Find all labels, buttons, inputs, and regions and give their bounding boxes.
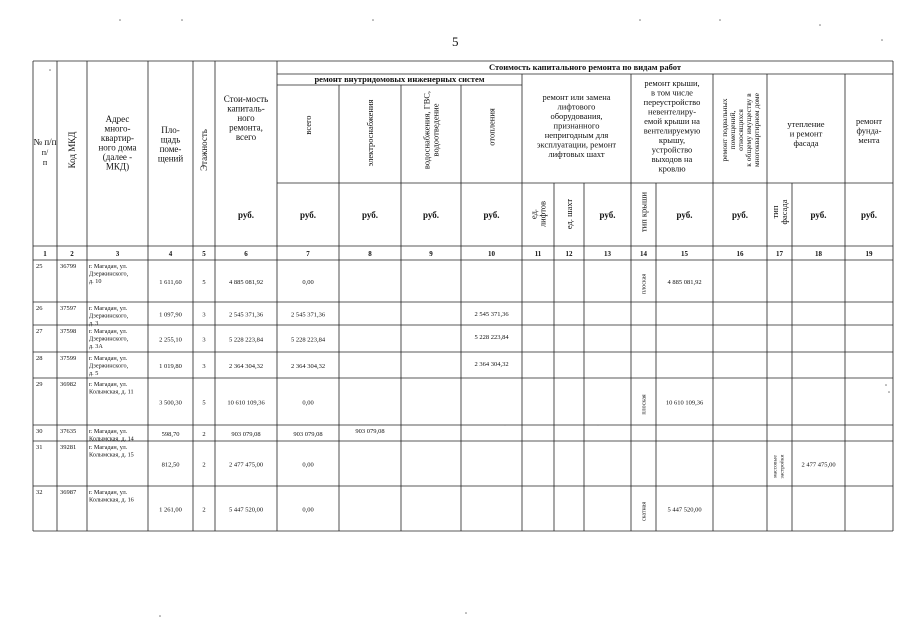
cell-address: г. Магадан, ул.	[89, 263, 128, 270]
header-address: много-	[104, 123, 131, 134]
scan-speck	[372, 19, 374, 21]
cell-facade-type: застройки	[779, 454, 786, 479]
cell-code: 37635	[60, 428, 77, 435]
cell-num: 32	[36, 489, 43, 496]
column-number: 14	[640, 250, 647, 258]
cell-eng-total: 903 079,08	[293, 431, 323, 438]
column-number: 10	[488, 250, 495, 258]
header-lift: оборудования,	[550, 111, 603, 121]
header-facade-type: тип	[770, 205, 780, 219]
cell-code: 36987	[60, 489, 77, 496]
header-unit-rub: руб.	[676, 210, 693, 220]
cell-total: 2 477 475,00	[228, 461, 264, 469]
cell-area: 3 500,30	[159, 399, 182, 407]
cell-address: д. 5	[89, 370, 99, 377]
header-area: щений	[157, 153, 184, 164]
header-unit-rub: руб.	[810, 210, 827, 220]
header-roof-type: тип крыши	[638, 191, 649, 233]
header-unit-rub: руб.	[860, 210, 878, 220]
header-lift: эксплуатации, ремонт	[536, 139, 617, 150]
header-water: водоснабжения, ГВС,	[421, 90, 432, 170]
header-address: МКД)	[105, 161, 130, 172]
header-area: щадь	[160, 134, 181, 145]
header-unit-rub: руб.	[299, 210, 317, 220]
page-number: 5	[452, 34, 459, 49]
header-electric: электроснабжения	[365, 99, 375, 167]
column-number: 9	[429, 250, 433, 258]
scan-speck	[885, 384, 887, 386]
header-total: капиталь-	[227, 103, 265, 114]
scan-speck	[888, 391, 890, 393]
cell-total: 2 364 304,32	[228, 363, 264, 370]
cell-floors: 5	[202, 279, 206, 286]
cell-address: Колымская, д. 11	[89, 388, 134, 396]
header-foundation: ремонт	[856, 116, 882, 126]
header-num: № п/п	[33, 137, 57, 147]
header-floors: Этажность	[199, 129, 209, 171]
header-area: Пло-	[161, 125, 180, 135]
cell-eng-total: 5 228 223,84	[290, 336, 326, 344]
header-lift: ремонт или замена	[542, 92, 611, 102]
header-basement: многоквартирном доме	[752, 93, 761, 167]
header-total: всего	[235, 132, 257, 142]
cell-floors: 2	[202, 431, 206, 438]
column-number: 13	[604, 250, 611, 258]
header-total: ного	[237, 113, 255, 123]
header-basement: к общему имуществу в	[744, 93, 753, 167]
header-roof: емой крыши на	[644, 116, 700, 126]
header-shafts-count: ед. шахт	[564, 198, 574, 230]
cell-total: 2 545 371,36	[228, 311, 264, 319]
header-address: ного дома	[98, 142, 137, 153]
cell-address: Дзержинского,	[89, 335, 129, 343]
cell-num: 27	[36, 328, 43, 335]
cell-address: д. 3А	[89, 343, 103, 350]
cell-total: 4 885 081,92	[228, 279, 264, 286]
cell-facade-type: массовые	[772, 455, 779, 478]
cell-address: Дзержинского,	[89, 362, 129, 370]
header-basement: ремонт подвальных	[720, 98, 729, 162]
header-water: водоотведение	[430, 103, 441, 157]
cell-code: 36982	[60, 381, 77, 388]
cell-code: 37599	[60, 355, 77, 362]
cell-address: Дзержинского,	[89, 312, 129, 320]
column-number: 15	[681, 250, 688, 258]
cell-area: 598,70	[161, 431, 180, 438]
scan-speck	[504, 424, 506, 426]
header-address: квартир-	[100, 133, 135, 143]
column-number: 4	[168, 250, 173, 258]
header-facade: фасада	[793, 138, 819, 148]
scan-speck	[639, 19, 641, 21]
cell-num: 25	[36, 263, 43, 270]
cell-roof-type: скатная	[641, 501, 648, 522]
cell-facade: 2 477 475,00	[801, 461, 836, 469]
header-unit-rub: руб.	[422, 210, 440, 220]
cell-address: Колымская, д. 16	[89, 496, 134, 504]
cell-area: 1 611,60	[159, 279, 182, 286]
header-basement: помещений,	[728, 110, 737, 150]
header-code: Код МКД	[67, 131, 77, 169]
header-lift: лифтовых шахт	[548, 149, 605, 159]
cell-address: Колымская, д. 14	[89, 435, 134, 443]
header-facade: и ремонт	[789, 128, 823, 139]
cell-code: 37598	[60, 328, 77, 335]
column-number: 6	[244, 250, 248, 258]
cell-floors: 3	[202, 363, 206, 370]
cell-floors: 2	[202, 506, 206, 514]
column-number: 16	[736, 250, 744, 258]
header-foundation: мента	[858, 135, 880, 145]
header-total: Стои-мость	[223, 94, 269, 104]
cell-area: 1 097,90	[159, 311, 182, 319]
cell-eng-total: 0,00	[302, 461, 314, 469]
cell-eng-total: 2 545 371,36	[290, 311, 326, 319]
column-number: 8	[368, 250, 372, 258]
header-unit-rub: руб.	[731, 210, 749, 220]
cell-num: 30	[36, 428, 43, 435]
column-number: 11	[534, 250, 542, 258]
cell-floors: 3	[202, 336, 206, 344]
cell-eng-total: 0,00	[302, 399, 314, 407]
scan-speck	[49, 69, 51, 71]
cell-roof-type: плоская	[641, 273, 648, 295]
cell-electric: 903 079,08	[355, 428, 385, 435]
header-unit-rub: руб.	[483, 210, 500, 220]
header-roof: крышу,	[658, 135, 686, 145]
cell-code: 36799	[60, 263, 77, 270]
cell-heating: 2 364 304,32	[474, 361, 509, 368]
header-roof: невентелиру-	[647, 106, 697, 117]
header-roof: ремонт крыши,	[644, 78, 700, 88]
cell-heating: 2 545 371,36	[474, 311, 509, 318]
scan-speck	[819, 24, 821, 26]
header-foundation: фунда-	[856, 125, 882, 136]
header-eng-total: всего	[303, 115, 313, 135]
header-roof: выходов на	[651, 154, 693, 164]
header-heating: отопления	[486, 108, 497, 146]
scan-speck	[597, 424, 599, 426]
cell-address: д. 3	[89, 320, 99, 327]
cell-eng-total: 0,00	[302, 506, 314, 514]
header-lifts-count: ед.	[528, 208, 539, 220]
column-number: 3	[115, 250, 120, 258]
header-lift: признанного	[553, 120, 600, 131]
cell-address: г. Магадан, ул.	[89, 428, 128, 435]
scan-speck	[181, 19, 183, 21]
cell-heating: 5 228 223,84	[474, 334, 509, 341]
header-num: п	[42, 158, 48, 167]
cell-floors: 3	[202, 311, 206, 319]
cell-num: 26	[36, 305, 43, 312]
cell-address: г. Магадан, ул.	[89, 328, 128, 335]
cell-code: 37597	[60, 305, 77, 312]
cell-address: д. 10	[89, 278, 102, 285]
cell-address: Дзержинского,	[89, 270, 129, 278]
header-address: Адрес	[105, 114, 130, 124]
scan-speck	[159, 615, 161, 617]
scan-speck	[881, 39, 883, 41]
cell-roof: 4 885 081,92	[667, 279, 702, 286]
cell-address: г. Магадан, ул.	[89, 381, 128, 388]
scan-speck	[465, 612, 467, 614]
header-lifts-count: лифтов	[537, 200, 548, 228]
cell-floors: 5	[202, 399, 206, 407]
header-facade: утепление	[787, 119, 825, 129]
cell-eng-total: 0,00	[302, 279, 314, 286]
cell-area: 812,50	[161, 461, 180, 469]
cell-area: 1 019,80	[159, 363, 182, 370]
cell-roof: 10 610 109,36	[665, 399, 704, 407]
cell-roof-type: плоская	[641, 394, 648, 415]
column-number: 12	[565, 250, 573, 258]
cell-address: г. Магадан, ул.	[89, 305, 128, 312]
cell-area: 1 261,00	[159, 506, 182, 514]
header-lift: лифтового	[557, 101, 596, 112]
cell-total: 5 228 223,84	[228, 336, 264, 344]
header-group-engineering: ремонт внутридомовых инженерных систем	[314, 74, 485, 84]
cell-roof: 5 447 520,00	[667, 506, 702, 514]
header-unit-rub: руб.	[599, 210, 616, 220]
cell-floors: 2	[202, 461, 206, 469]
cell-address: г. Магадан, ул.	[89, 444, 128, 451]
header-unit-rub: руб.	[361, 210, 379, 220]
column-number: 5	[202, 250, 206, 258]
column-number: 18	[815, 250, 822, 258]
header-group-cost: Стоимость капитального ремонта по видам работ	[488, 62, 682, 72]
header-unit-rub: руб.	[237, 210, 255, 220]
column-number: 2	[70, 250, 74, 258]
header-roof: устройство	[651, 144, 693, 155]
cell-eng-total: 2 364 304,32	[290, 363, 326, 370]
header-roof: кровлю	[658, 163, 686, 174]
header-total: ремонта,	[229, 122, 263, 133]
cell-address: г. Магадан, ул.	[89, 489, 128, 496]
cell-total: 5 447 520,00	[228, 506, 264, 514]
header-num: п/	[41, 148, 49, 157]
cell-address: г. Магадан, ул.	[89, 355, 128, 362]
header-roof: вентелируемую	[643, 125, 701, 136]
header-facade-type: фасада	[779, 199, 789, 225]
cell-num: 29	[36, 381, 43, 388]
header-roof: в том числе	[651, 87, 693, 98]
cell-total: 10 610 109,36	[227, 399, 265, 407]
column-number: 7	[306, 250, 310, 258]
cell-code: 39281	[60, 444, 77, 451]
cell-area: 2 255,10	[159, 336, 182, 344]
cell-address: Колымская, д. 15	[89, 451, 134, 459]
column-number: 1	[43, 250, 47, 258]
scan-speck	[119, 19, 121, 21]
header-lift: непригодным для	[544, 130, 609, 140]
header-area: поме-	[159, 144, 182, 154]
header-address: (далее -	[102, 152, 133, 162]
header-basement: относящихся	[736, 109, 745, 151]
cell-num: 28	[36, 355, 43, 362]
header-roof: переустройство	[643, 97, 701, 107]
cell-total: 903 079,08	[231, 431, 261, 438]
scan-speck	[719, 19, 721, 21]
cell-num: 31	[36, 444, 43, 451]
column-number: 17	[776, 250, 783, 258]
column-number: 19	[865, 250, 873, 258]
